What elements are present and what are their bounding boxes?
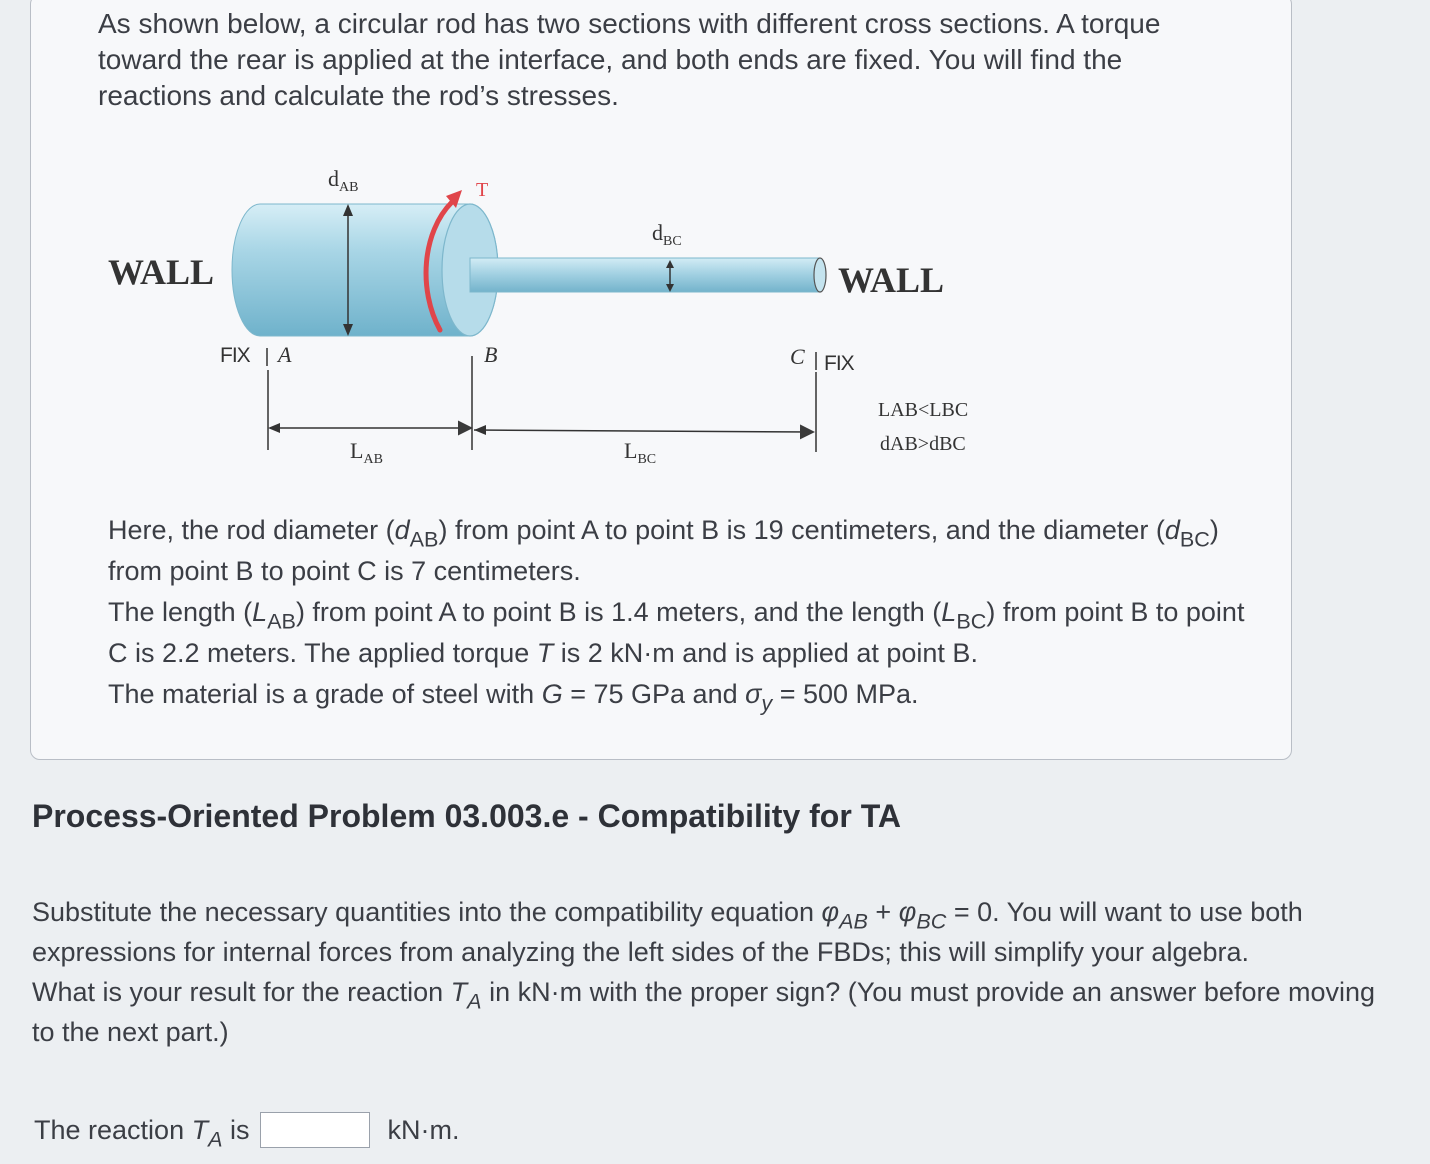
rod-figure	[100, 160, 1000, 480]
instructions-question: What is your result for the reaction $T_A$ in kN·m with the proper sign? (You must provide an answer before moving to the next part.)	[32, 977, 1376, 1047]
rod-section-bc	[470, 258, 826, 292]
relation-diameter: dAB>dBC	[880, 433, 966, 455]
wall-right-label: WALL	[838, 260, 945, 300]
point-a-label: A	[278, 342, 292, 367]
instructions-compatibility: Substitute the necessary quantities into the compatibility equation $\varphi_{AB} + \varphi_{BC} = 0$. You will want to use both expressions for internal forces from analyzing the left sides of the FBDs; this will simplify your algebra.	[32, 897, 1303, 967]
wall-left-label: WALL	[108, 252, 215, 292]
l-ab-label: $L_{AB}$	[350, 438, 383, 467]
parameter-text	[108, 510, 1268, 715]
reaction-ta-input[interactable]	[260, 1112, 370, 1148]
relation-length: LAB<LBC	[878, 399, 969, 421]
problem-heading: Process-Oriented Problem 03.003.e - Compatibility for TA	[32, 798, 901, 834]
d-bc-label: $d_{BC}$	[652, 220, 682, 249]
rod-section-ab	[232, 204, 498, 336]
l-bc-label: $L_{BC}$	[624, 438, 657, 467]
d-ab-label: $d_{AB}$	[328, 166, 359, 195]
answer-row	[34, 1112, 460, 1152]
parameter-material: The material is a grade of steel with G = 75 GPa and $\sigma_y = 500$ MPa.	[108, 679, 919, 716]
intro-text: As shown below, a circular rod has two sections with different cross sections. A torque toward the rear is applied at the interface, and both ends are fixed. You will find the reactions and calculate the rod’s stresses.	[98, 8, 1161, 111]
answer-label: The reaction $T_A$ is	[34, 1114, 250, 1152]
instructions-text	[32, 892, 1382, 1052]
fix-right-label: FIX	[824, 352, 854, 375]
torque-label: T	[476, 179, 489, 201]
answer-unit: kN·m.	[387, 1114, 460, 1145]
point-c-label: C	[790, 344, 805, 369]
parameter-lengths: The length $(L_{AB})$ from point A to point B is 1.4 meters, and the length $(L_{BC})$ from point B to point C is 2.2 meters. The applied torque T is 2 kN·m and is applied at point B.	[108, 597, 1245, 668]
rod-diagram	[100, 160, 1000, 480]
point-b-label: B	[484, 342, 498, 367]
parameter-diameters: Here, the rod diameter $(d_{AB})$ from point A to point B is 19 centimeters, and the diameter $(d_{BC})$ from point B to point C is 7 centimeters.	[108, 515, 1219, 586]
fix-left-label: FIX	[220, 344, 250, 367]
